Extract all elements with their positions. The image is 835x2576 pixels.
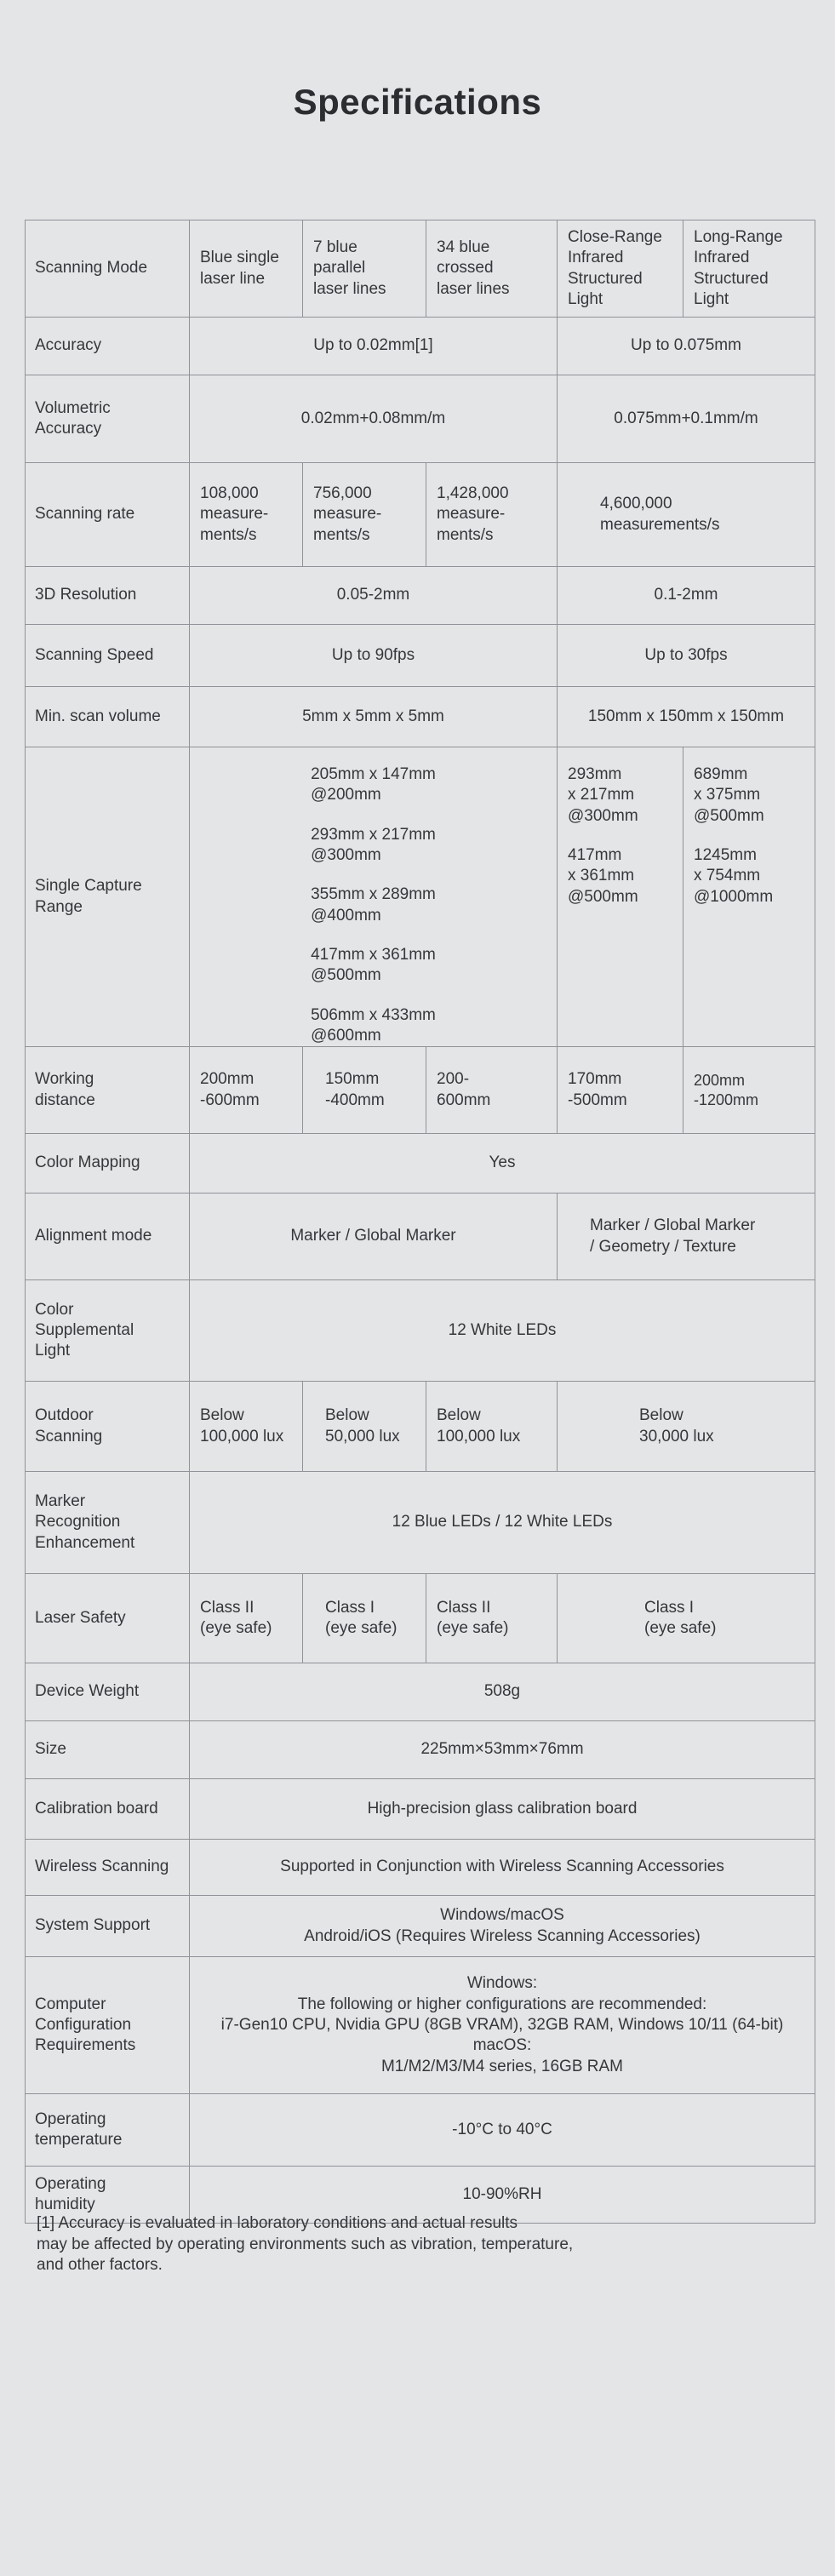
size-value: 225mm×53mm×76mm xyxy=(190,1721,815,1779)
row-single-capture-range xyxy=(26,747,815,1047)
row-label: Alignment mode xyxy=(26,1194,190,1280)
mode-34-blue-lines: 34 blue crossed laser lines xyxy=(426,220,558,318)
row-accuracy xyxy=(26,318,815,375)
row-label: 3D Resolution xyxy=(26,567,190,625)
resolution-blue-value: 0.05-2mm xyxy=(190,567,558,625)
scanning-rate-ir-value: 4,600,000 measurements/s xyxy=(558,463,815,567)
row-outdoor-scanning xyxy=(26,1382,815,1472)
row-wireless-scanning xyxy=(26,1840,815,1896)
row-laser-safety xyxy=(26,1574,815,1663)
min-scan-volume-blue-value: 5mm x 5mm x 5mm xyxy=(190,687,558,747)
row-device-weight xyxy=(26,1663,815,1721)
row-size xyxy=(26,1721,815,1779)
row-label: Scanning Mode xyxy=(26,220,190,318)
row-label: Size xyxy=(26,1721,190,1779)
row-label: Computer Configuration Requirements xyxy=(26,1957,190,2094)
row-label: Operating humidity xyxy=(26,2167,190,2224)
volumetric-accuracy-blue-value: 0.02mm+0.08mm/m xyxy=(190,375,558,463)
working-distance-value: 200mm -600mm xyxy=(190,1047,303,1134)
capture-range-item: 689mm x 375mm @500mm xyxy=(694,765,764,825)
capture-range-item: 293mm x 217mm @300mm xyxy=(568,765,638,825)
mode-blue-single-laser: Blue single laser line xyxy=(190,220,303,318)
page-title: Specifications xyxy=(293,82,542,122)
row-label: Working distance xyxy=(26,1047,190,1134)
row-operating-temperature xyxy=(26,2094,815,2167)
row-label: Color Mapping xyxy=(26,1134,190,1194)
outdoor-scanning-value: Below 100,000 lux xyxy=(426,1382,558,1472)
working-distance-value: 200mm -1200mm xyxy=(683,1047,815,1134)
laser-safety-value: Class II (eye safe) xyxy=(426,1574,558,1663)
wireless-scanning-value: Supported in Conjunction with Wireless Scanning Accessories xyxy=(190,1840,815,1896)
laser-safety-value: Class II (eye safe) xyxy=(190,1574,303,1663)
row-label: Wireless Scanning xyxy=(26,1840,190,1896)
mode-long-range-ir: Long-Range Infrared Structured Light xyxy=(683,220,815,318)
alignment-mode-blue-value: Marker / Global Marker xyxy=(190,1194,558,1280)
row-label: Min. scan volume xyxy=(26,687,190,747)
outdoor-scanning-ir-value: Below 30,000 lux xyxy=(558,1382,815,1472)
row-label: System Support xyxy=(26,1896,190,1957)
capture-range-item: 506mm x 433mm @600mm xyxy=(311,1005,436,1045)
row-label: Laser Safety xyxy=(26,1574,190,1663)
outdoor-scanning-value: Below 50,000 lux xyxy=(303,1382,426,1472)
scanning-speed-ir-value: Up to 30fps xyxy=(558,625,815,687)
row-working-distance xyxy=(26,1047,815,1134)
row-color-mapping xyxy=(26,1134,815,1194)
row-label: Calibration board xyxy=(26,1779,190,1840)
working-distance-value: 200- 600mm xyxy=(426,1047,558,1134)
outdoor-scanning-value: Below 100,000 lux xyxy=(190,1382,303,1472)
row-alignment-mode xyxy=(26,1194,815,1280)
computer-configuration-value: Windows: The following or higher configurations are recommended: i7-Gen10 CPU, Nvidia GPU (8GB VRAM), 32GB RAM, Windows 10/11 (64-bit) macOS: M1/M2/M3/M4 series, 16GB RAM xyxy=(190,1957,815,2094)
row-label: Volumetric Accuracy xyxy=(26,375,190,463)
row-min-scan-volume xyxy=(26,687,815,747)
capture-range-item: 417mm x 361mm @500mm xyxy=(311,945,436,985)
row-label: Outdoor Scanning xyxy=(26,1382,190,1472)
row-scanning-mode xyxy=(26,220,815,318)
calibration-board-value: High-precision glass calibration board xyxy=(190,1779,815,1840)
row-label: Accuracy xyxy=(26,318,190,375)
laser-safety-ir-value: Class I (eye safe) xyxy=(558,1574,815,1663)
operating-temperature-value: -10°C to 40°C xyxy=(190,2094,815,2167)
capture-range-item: 1245mm x 754mm @1000mm xyxy=(694,845,774,906)
capture-range-item: 355mm x 289mm @400mm xyxy=(311,885,436,924)
row-marker-recognition xyxy=(26,1472,815,1574)
row-volumetric-accuracy xyxy=(26,375,815,463)
row-label: Marker Recognition Enhancement xyxy=(26,1472,190,1574)
row-scanning-speed xyxy=(26,625,815,687)
capture-range-long-ir xyxy=(683,747,815,1047)
capture-range-item: 205mm x 147mm @200mm xyxy=(311,765,436,804)
marker-recognition-value: 12 Blue LEDs / 12 White LEDs xyxy=(190,1472,815,1574)
row-computer-configuration xyxy=(26,1957,815,2094)
row-label: Scanning rate xyxy=(26,463,190,567)
row-label: Scanning Speed xyxy=(26,625,190,687)
scanning-rate-value: 756,000 measure- ments/s xyxy=(303,463,426,567)
specifications-table xyxy=(25,220,815,2224)
row-label: Device Weight xyxy=(26,1663,190,1721)
device-weight-value: 508g xyxy=(190,1663,815,1721)
row-label: Operating temperature xyxy=(26,2094,190,2167)
min-scan-volume-ir-value: 150mm x 150mm x 150mm xyxy=(558,687,815,747)
row-label: Color Supplemental Light xyxy=(26,1280,190,1382)
capture-range-item: 293mm x 217mm @300mm xyxy=(311,825,436,864)
mode-7-blue-lines: 7 blue parallel laser lines xyxy=(303,220,426,318)
row-color-supplemental-light xyxy=(26,1280,815,1382)
row-system-support xyxy=(26,1896,815,1957)
volumetric-accuracy-ir-value: 0.075mm+0.1mm/m xyxy=(558,375,815,463)
scanning-speed-blue-value: Up to 90fps xyxy=(190,625,558,687)
capture-range-item: 417mm x 361mm @500mm xyxy=(568,845,638,906)
row-label: Single Capture Range xyxy=(26,747,190,1047)
working-distance-value: 150mm -400mm xyxy=(303,1047,426,1134)
footnote: [1] Accuracy is evaluated in laboratory conditions and actual results may be affected by operating environments such as vibration, temperature, and other factors. xyxy=(37,2214,574,2275)
capture-range-close-ir xyxy=(558,747,683,1047)
row-scanning-rate xyxy=(26,463,815,567)
color-supplemental-light-value: 12 White LEDs xyxy=(190,1280,815,1382)
system-support-value: Windows/macOS Android/iOS (Requires Wireless Scanning Accessories) xyxy=(190,1896,815,1957)
working-distance-value: 170mm -500mm xyxy=(558,1047,683,1134)
accuracy-ir-value: Up to 0.075mm xyxy=(558,318,815,375)
row-calibration-board xyxy=(26,1779,815,1840)
scanning-rate-value: 1,428,000 measure- ments/s xyxy=(426,463,558,567)
row-3d-resolution xyxy=(26,567,815,625)
laser-safety-value: Class I (eye safe) xyxy=(303,1574,426,1663)
accuracy-blue-value: Up to 0.02mm[1] xyxy=(190,318,558,375)
resolution-ir-value: 0.1-2mm xyxy=(558,567,815,625)
color-mapping-value: Yes xyxy=(190,1134,815,1194)
capture-range-blue xyxy=(190,747,558,1047)
operating-humidity-value: 10-90%RH xyxy=(190,2167,815,2224)
alignment-mode-ir-value: Marker / Global Marker / Geometry / Texture xyxy=(558,1194,815,1280)
scanning-rate-value: 108,000 measure- ments/s xyxy=(190,463,303,567)
mode-close-range-ir: Close-Range Infrared Structured Light xyxy=(558,220,683,318)
